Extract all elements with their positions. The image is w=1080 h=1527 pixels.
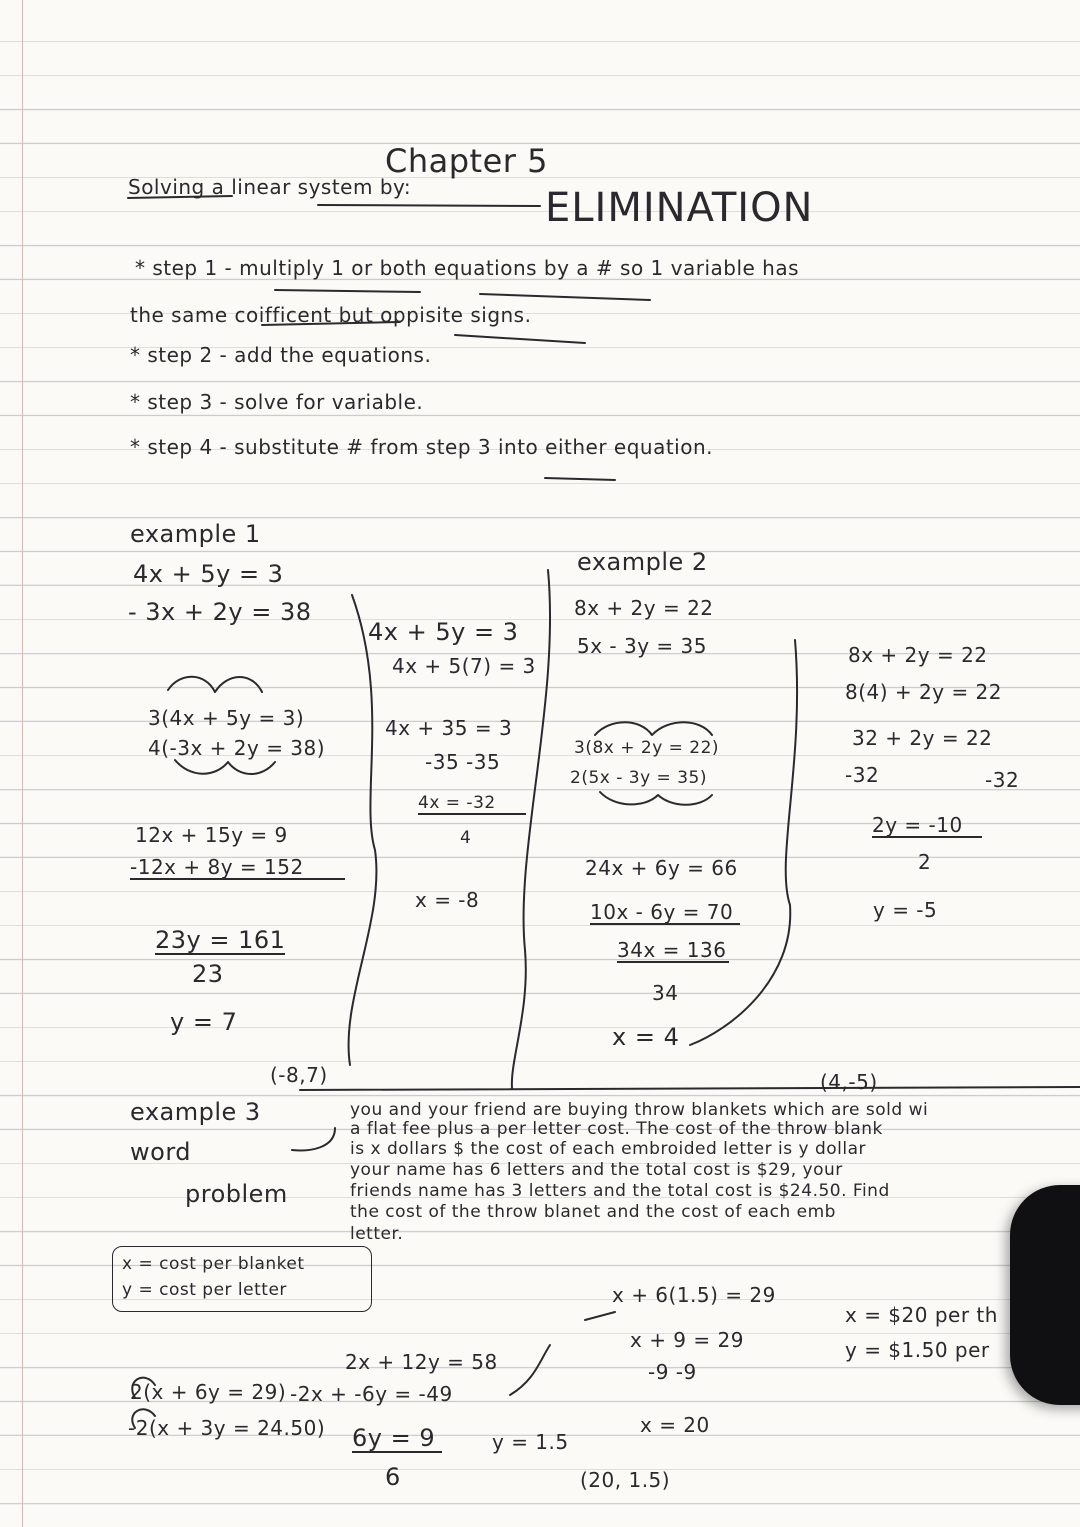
- example1-answer: (-8,7): [270, 1063, 328, 1087]
- example1-sub5: 4x = -32: [418, 795, 526, 815]
- example2-sum: 34x = 136: [617, 940, 729, 963]
- example3-x: x = 20: [640, 1413, 710, 1437]
- example2-mult2: 2(5x - 3y = 35): [570, 768, 707, 788]
- example2-sub1: 8x + 2y = 22: [848, 643, 988, 667]
- example2-add1: 24x + 6y = 66: [585, 856, 738, 880]
- example1-sub6: 4: [460, 828, 472, 848]
- arrows-example2-bottom: [600, 792, 712, 805]
- example3-answer: (20, 1.5): [580, 1468, 671, 1492]
- example2-sub4a: -32: [845, 763, 880, 787]
- underline-solving: [128, 196, 232, 198]
- problem-line-2: a flat fee plus a per letter cost. The cost of the throw blank: [350, 1119, 883, 1139]
- example3-sub2: x + 9 = 29: [630, 1328, 744, 1352]
- example3-y: y = 1.5: [492, 1430, 569, 1454]
- example2-eq2: 5x - 3y = 35: [577, 634, 707, 658]
- example3-mult2: -2(x + 3y = 24.50): [128, 1416, 326, 1440]
- example1-sub4: -35 -35: [425, 750, 501, 774]
- example1-sum: 23y = 161: [155, 926, 286, 954]
- example2-x: x = 4: [612, 1023, 680, 1051]
- example3-word: word: [130, 1138, 191, 1166]
- example2-sub5: 2y = -10: [872, 815, 982, 838]
- problem-line-3: is x dollars $ the cost of each embroided letter is y dollar: [350, 1139, 866, 1159]
- underline-both: [480, 294, 650, 300]
- example1-title: example 1: [130, 520, 261, 548]
- arrows-example3: [132, 1378, 155, 1428]
- example2-answer: (4,-5): [820, 1070, 878, 1094]
- problem-line-6: the cost of the throw blanet and the cost of each emb: [350, 1202, 836, 1222]
- example3-div: 6: [385, 1463, 401, 1491]
- example1-y: y = 7: [170, 1008, 238, 1036]
- example1-eq2: - 3x + 2y = 38: [128, 598, 312, 626]
- example1-mult1: 3(4x + 5y = 3): [148, 706, 305, 730]
- example3-mult1: 2(x + 6y = 29): [130, 1380, 287, 1404]
- arrows-example2-top: [595, 722, 712, 735]
- example1-div: 23: [192, 960, 224, 988]
- example1-add1: 12x + 15y = 9: [135, 823, 288, 847]
- example3-add2: -2x + -6y = -49: [290, 1382, 453, 1406]
- step-4: * step 4 - substitute # from step 3 into either equation.: [130, 435, 714, 459]
- underline-multiply: [275, 290, 420, 292]
- example1-sub3: 4x + 35 = 3: [385, 716, 513, 740]
- example1-mult2: 4(-3x + 2y = 38): [148, 736, 326, 760]
- example2-div: 34: [652, 981, 679, 1005]
- separator-line: [300, 1087, 1080, 1090]
- step-2: * step 2 - add the equations.: [130, 343, 432, 367]
- problem-line-5: friends name has 3 letters and the total cost is $24.50. Find: [350, 1181, 890, 1201]
- underline-oppisite: [455, 335, 585, 343]
- arrows-example1-bottom: [175, 760, 275, 774]
- example2-title: example 2: [577, 548, 708, 576]
- example2-sub2: 8(4) + 2y = 22: [845, 680, 1003, 704]
- arrows-example1-top: [168, 677, 262, 692]
- arrow-word-problem: [292, 1128, 335, 1150]
- underline-linear: [318, 205, 540, 206]
- example2-sub6: 2: [918, 850, 932, 874]
- step-1a: * step 1 - multiply 1 or both equations by a # so 1 variable has: [135, 256, 800, 280]
- arrow-to-substitute: [510, 1345, 550, 1395]
- example1-add2: -12x + 8y = 152: [130, 857, 345, 880]
- problem-line-7: letter.: [350, 1224, 404, 1244]
- final-answer-y: y = $1.50 per: [845, 1338, 990, 1362]
- chapter-title: Chapter 5: [385, 142, 548, 180]
- example1-x: x = -8: [415, 888, 480, 912]
- definition-x: x = cost per blanket: [122, 1254, 305, 1274]
- phone-edge: [1010, 1185, 1080, 1405]
- example2-add2: 10x - 6y = 70: [590, 902, 740, 925]
- final-answer-x: x = $20 per th: [845, 1303, 998, 1327]
- underline-coifficent: [262, 322, 400, 325]
- underline-step3: [545, 478, 615, 480]
- divider-3: [690, 640, 797, 1045]
- step-3: * step 3 - solve for variable.: [130, 390, 424, 414]
- step-1b: the same coifficent but oppisite signs.: [130, 303, 532, 327]
- example3-sum: 6y = 9: [352, 1426, 442, 1453]
- example2-sub3: 32 + 2y = 22: [852, 726, 993, 750]
- example3-add1: 2x + 12y = 58: [345, 1350, 498, 1374]
- example2-sub4b: -32: [985, 768, 1020, 792]
- example3-problem: problem: [185, 1180, 288, 1208]
- subtitle-main: ELIMINATION: [545, 185, 814, 231]
- definition-y: y = cost per letter: [122, 1280, 287, 1300]
- example3-sub1: x + 6(1.5) = 29: [612, 1283, 776, 1307]
- divider-1: [349, 595, 377, 1065]
- example1-eq1: 4x + 5y = 3: [133, 560, 284, 588]
- problem-line-1: you and your friend are buying throw blankets which are sold wi: [350, 1100, 929, 1120]
- example3-title: example 3: [130, 1098, 261, 1126]
- example1-sub1: 4x + 5y = 3: [368, 618, 519, 646]
- problem-line-4: your name has 6 letters and the total cost is $29, your: [350, 1160, 843, 1180]
- subtitle-prefix: Solving a linear system by:: [128, 175, 412, 199]
- example2-y: y = -5: [873, 898, 938, 922]
- example1-sub2: 4x + 5(7) = 3: [392, 654, 536, 678]
- arrow-to-result: [585, 1312, 615, 1320]
- divider-2: [512, 570, 550, 1088]
- example2-mult1: 3(8x + 2y = 22): [574, 738, 720, 758]
- example3-sub3: -9 -9: [648, 1360, 697, 1384]
- example2-eq1: 8x + 2y = 22: [574, 596, 714, 620]
